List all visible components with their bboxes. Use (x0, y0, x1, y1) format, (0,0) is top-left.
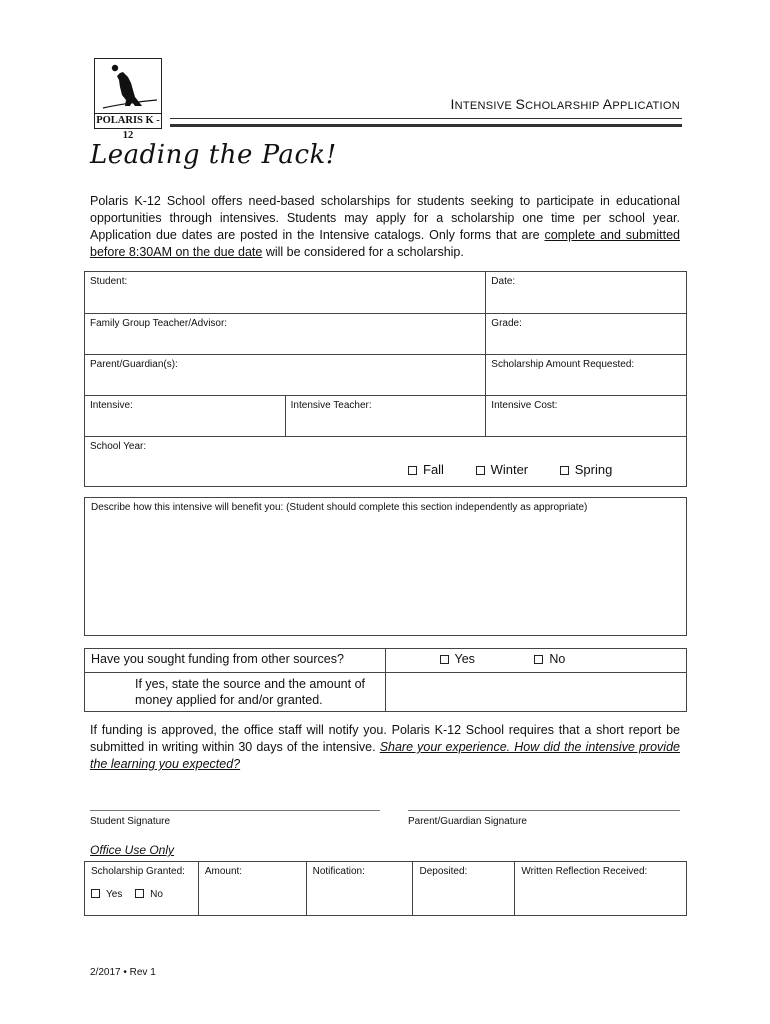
amount-requested-field[interactable]: Scholarship Amount Requested: (486, 355, 687, 396)
closing-paragraph: If funding is approved, the office staff will notify you. Polaris K-12 School requires that a short report be submitted in writing within 30 days of the intensive. Share your experience. How did the intensive provide the learning you expected? (90, 723, 680, 771)
funding-followup-label: If yes, state the source and the amount of money applied for and/or granted. (85, 673, 386, 712)
benefit-description-box[interactable] (84, 497, 687, 636)
intensive-field[interactable]: Intensive: (85, 396, 286, 437)
intensive-teacher-field[interactable]: Intensive Teacher: (285, 396, 486, 437)
date-field[interactable]: Date: (486, 272, 687, 314)
granted-no-checkbox[interactable] (135, 889, 144, 898)
term-option-spring[interactable]: Spring (560, 462, 613, 477)
tagline: Leading the Pack! (90, 140, 337, 170)
funding-source-field[interactable] (385, 673, 686, 712)
term-option-fall[interactable]: Fall (408, 462, 444, 477)
intro-paragraph: Polaris K-12 School offers need-based scholarships for students seeking to participate in educational opportunities through intensives. Students may apply for a scholarship one time per school year. Application due dates are posted in the Intensive catalogs. Only forms that are complete and submitted before 8:30AM on the due date will be considered for a scholarship. (90, 194, 680, 259)
term-option-winter[interactable]: Winter (476, 462, 529, 477)
funding-options (385, 649, 686, 673)
student-signature-line[interactable] (90, 810, 380, 811)
student-signature-label: Student Signature (90, 816, 171, 827)
fall-checkbox[interactable] (408, 466, 417, 475)
school-year-field: School Year: Fall Winter Spring (85, 437, 687, 487)
parent-signature-label: Parent/Guardian Signature (408, 816, 527, 827)
header-rule-thin (170, 118, 682, 119)
intensive-cost-field[interactable]: Intensive Cost: (486, 396, 687, 437)
funding-yes-checkbox[interactable] (440, 655, 449, 664)
student-info-table (84, 271, 687, 487)
revision-footer: 2/2017 • Rev 1 (90, 967, 156, 978)
granted-yes-option[interactable]: Yes (91, 889, 122, 900)
teacher-advisor-field[interactable]: Family Group Teacher/Advisor: (85, 314, 486, 355)
header-rule-thick (170, 124, 682, 127)
granted-yes-checkbox[interactable] (91, 889, 100, 898)
granted-no-option[interactable]: No (135, 889, 163, 900)
polaris-logo (94, 58, 162, 114)
logo-label: POLARIS K - 12 (94, 113, 162, 129)
funding-no-checkbox[interactable] (534, 655, 543, 664)
scholarship-granted-cell: Scholarship Granted: Yes No (85, 862, 199, 916)
howling-wolf-icon (95, 59, 161, 113)
office-notification-field[interactable]: Notification: (306, 862, 413, 916)
funding-no-option[interactable]: No (534, 652, 565, 666)
spring-checkbox[interactable] (560, 466, 569, 475)
office-use-table (84, 861, 687, 916)
funding-question: Have you sought funding from other sources? (85, 649, 386, 673)
parent-signature-line[interactable] (408, 810, 680, 811)
benefit-prompt: Describe how this intensive will benefit you: (Student should complete this section independently as appropriate) (91, 502, 588, 513)
office-deposited-field[interactable]: Deposited: (413, 862, 515, 916)
office-use-heading: Office Use Only (90, 843, 175, 857)
grade-field[interactable]: Grade: (486, 314, 687, 355)
office-reflection-field[interactable]: Written Reflection Received: (515, 862, 687, 916)
other-funding-table (84, 648, 687, 712)
office-amount-field[interactable]: Amount: (198, 862, 306, 916)
parent-guardian-field[interactable]: Parent/Guardian(s): (85, 355, 486, 396)
document-title: INTENSIVE SCHOLARSHIP APPLICATION (450, 96, 680, 112)
winter-checkbox[interactable] (476, 466, 485, 475)
funding-yes-option[interactable]: Yes (440, 652, 475, 666)
student-field[interactable]: Student: (85, 272, 486, 314)
